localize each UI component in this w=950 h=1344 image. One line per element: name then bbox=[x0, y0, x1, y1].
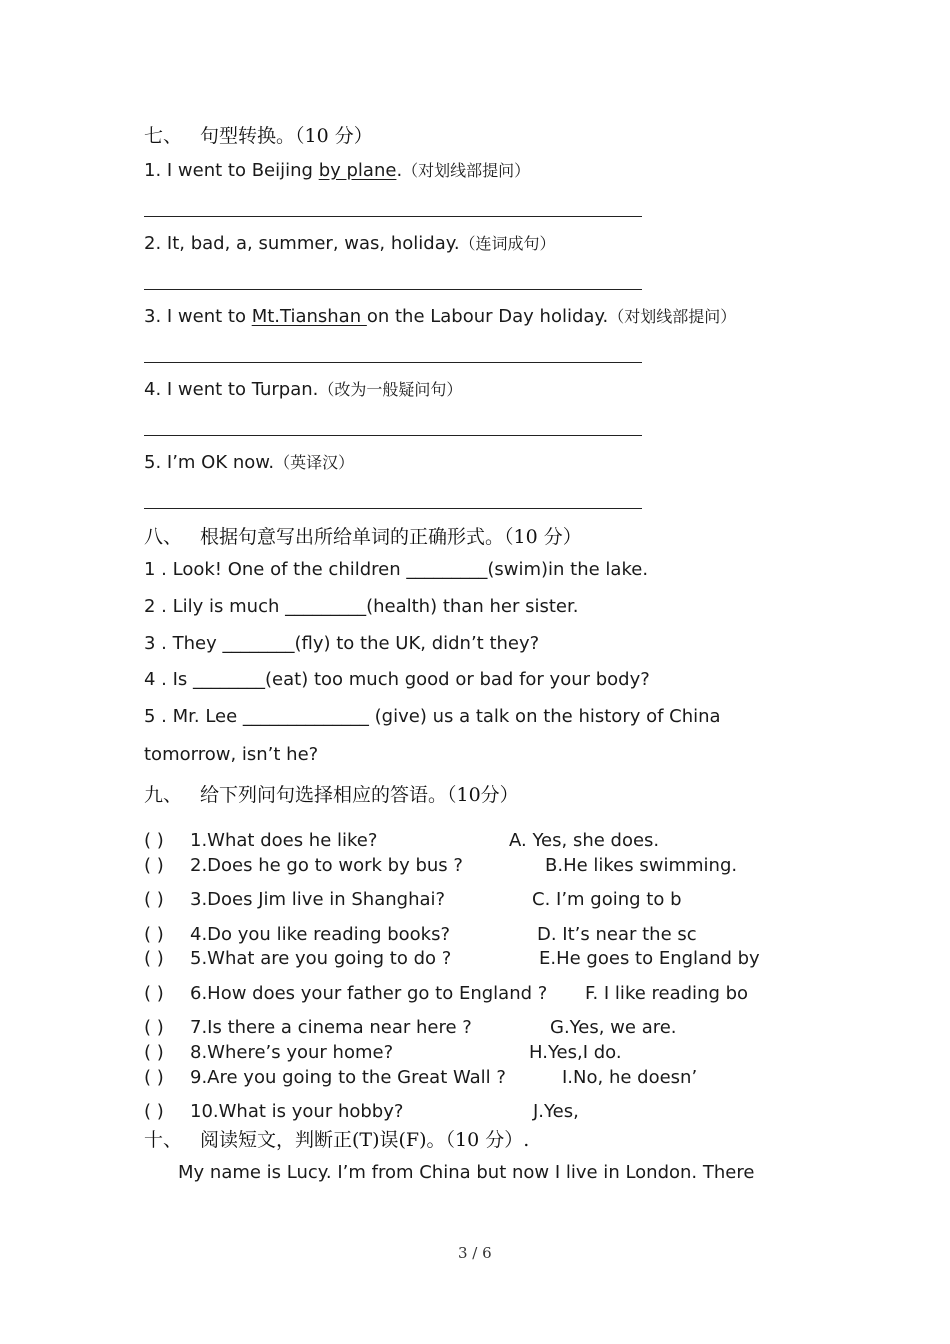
question-7-2: 2. It, bad, a, summer, was, holiday.（连词成句） bbox=[144, 233, 556, 254]
section-title: 根据句意写出所给单词的正确形式。（10 分） bbox=[200, 526, 582, 548]
underlined-phrase: Mt.Tianshan bbox=[251, 306, 367, 327]
matching-answer: E.He goes to England by bbox=[539, 948, 760, 969]
question-8-5-continued: tomorrow, isn’t he? bbox=[144, 744, 319, 765]
answer-line[interactable] bbox=[144, 435, 642, 436]
question-7-5: 5. I’m OK now.（英译汉） bbox=[144, 452, 355, 473]
answer-blank[interactable]: ( ) bbox=[144, 948, 164, 969]
matching-answer: D. It’s near the sc bbox=[537, 924, 697, 945]
answer-line[interactable] bbox=[144, 508, 642, 509]
answer-blank[interactable]: ( ) bbox=[144, 830, 164, 851]
answer-blank[interactable]: ( ) bbox=[144, 889, 164, 910]
section-title: 阅读短文，判断正(T)误(F)。（10 分）. bbox=[200, 1129, 530, 1151]
question-8-2: 2 . Lily is much _________(health) than her sister. bbox=[144, 596, 579, 617]
section-8-heading bbox=[144, 522, 582, 549]
underlined-phrase: by plane bbox=[318, 160, 397, 181]
matching-question: ( ) 1.What does he like? bbox=[144, 830, 378, 851]
matching-question: ( ) 8.Where’s your home? bbox=[144, 1042, 394, 1063]
question-8-1: 1 . Look! One of the children _________(swim)in the lake. bbox=[144, 559, 649, 580]
matching-question: ( ) 3.Does Jim live in Shanghai? bbox=[144, 889, 446, 910]
matching-answer: A. Yes, she does. bbox=[509, 830, 660, 851]
matching-answer: I.No, he doesn’ bbox=[562, 1067, 698, 1088]
answer-blank[interactable]: ( ) bbox=[144, 924, 164, 945]
answer-blank[interactable]: ( ) bbox=[144, 1067, 164, 1088]
section-9-heading bbox=[144, 780, 519, 807]
question-7-3: 3. I went to Mt.Tianshan on the Labour Day holiday.（对划线部提问） bbox=[144, 306, 737, 327]
answer-blank[interactable]: ( ) bbox=[144, 983, 164, 1004]
matching-answer: C. I’m going to b bbox=[532, 889, 682, 910]
section-title: 给下列问句选择相应的答语。（10分） bbox=[200, 784, 519, 806]
answer-blank[interactable]: ( ) bbox=[144, 1101, 164, 1122]
answer-blank[interactable]: ( ) bbox=[144, 1042, 164, 1063]
answer-line[interactable] bbox=[144, 216, 642, 217]
question-8-3: 3 . They ________(fly) to the UK, didn’t they? bbox=[144, 633, 540, 654]
answer-blank[interactable]: ( ) bbox=[144, 1017, 164, 1038]
question-8-4: 4 . Is ________(eat) too much good or bad for your body? bbox=[144, 669, 650, 690]
matching-question: ( ) 4.Do you like reading books? bbox=[144, 924, 451, 945]
section-number: 八、 bbox=[144, 526, 183, 548]
matching-answer: F. I like reading bo bbox=[585, 983, 749, 1004]
reading-passage: My name is Lucy. I’m from China but now I live in London. There bbox=[178, 1162, 755, 1183]
question-8-5: 5 . Mr. Lee ______________ (give) us a talk on the history of China bbox=[144, 706, 721, 727]
instruction-note: （改为一般疑问句） bbox=[318, 380, 463, 399]
matching-question: ( ) 5.What are you going to do ? bbox=[144, 948, 452, 969]
matching-answer: J.Yes, bbox=[533, 1101, 579, 1122]
section-7-heading bbox=[144, 121, 373, 148]
section-10-heading bbox=[144, 1125, 529, 1152]
matching-answer: G.Yes, we are. bbox=[550, 1017, 677, 1038]
section-number: 七、 bbox=[144, 125, 183, 147]
instruction-note: （英译汉） bbox=[274, 453, 355, 472]
question-7-4: 4. I went to Turpan.（改为一般疑问句） bbox=[144, 379, 463, 400]
matching-answer: B.He likes swimming. bbox=[545, 855, 738, 876]
question-7-1: 1. I went to Beijing by plane.（对划线部提问） bbox=[144, 160, 531, 181]
matching-answer: H.Yes,I do. bbox=[529, 1042, 622, 1063]
answer-line[interactable] bbox=[144, 362, 642, 363]
instruction-note: （对划线部提问） bbox=[608, 307, 737, 326]
instruction-note: （对划线部提问） bbox=[402, 161, 531, 180]
section-title: 句型转换。（10 分） bbox=[200, 125, 373, 147]
matching-question: ( ) 7.Is there a cinema near here ? bbox=[144, 1017, 472, 1038]
matching-question: ( ) 10.What is your hobby? bbox=[144, 1101, 404, 1122]
page-number: 3 / 6 bbox=[458, 1244, 492, 1262]
section-number: 十、 bbox=[144, 1129, 183, 1151]
section-number: 九、 bbox=[144, 784, 183, 806]
matching-question: ( ) 9.Are you going to the Great Wall ? bbox=[144, 1067, 506, 1088]
matching-question: ( ) 2.Does he go to work by bus ? bbox=[144, 855, 463, 876]
answer-line[interactable] bbox=[144, 289, 642, 290]
instruction-note: （连词成句） bbox=[459, 234, 556, 253]
matching-question: ( ) 6.How does your father go to England ? bbox=[144, 983, 548, 1004]
answer-blank[interactable]: ( ) bbox=[144, 855, 164, 876]
